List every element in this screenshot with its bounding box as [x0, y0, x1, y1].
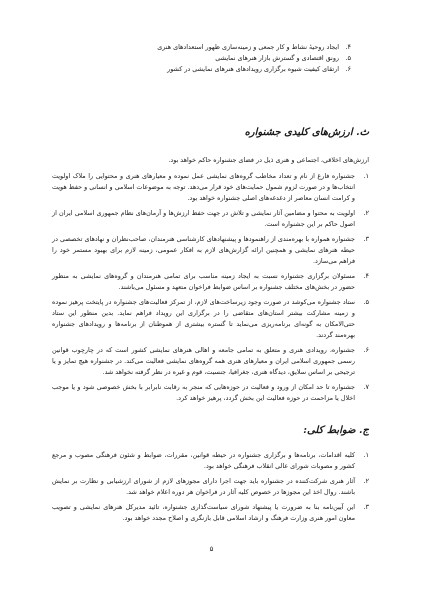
list-item-text: جشنواره، رویدادی هنری و متعلق به تمامی جامعه و اهالی هنرهای نمایشی کشور است که در چارچوب قوانین رسمی جمهوری اسلامی ایران و معیارهای هنری همه گروه‌های نمایشی فعالیت می‌کند. در جشنواره هیچ تمایز و یا ترجیحی بر اساس سلایق، دیدگاه هنری، جغرافیا، جنسیت، قوم و غیره در نظر گرفته نخواهد شد. [52, 346, 355, 376]
top-list [60, 42, 351, 75]
section-general-rules-body [52, 450, 369, 524]
list-item [52, 345, 369, 378]
list-item-text: ستاد جشنواره می‌کوشد در صورت وجود زیرساخت‌های لازم، از تمرکز فعالیت‌های جشنواره در پایتخت پرهیز نموده و زمینه مشارکت بیشتر استان‌های متقاضی را در برگزاری این رویداد فراهم نماید. بدین منظور این ستاد حتی‌الامکان به گونه‌ای برنامه‌ریزی می‌نماید تا گستره بیشتری از هموطنان از برنامه‌ها و رویدادهای جشنواره بهره‌مند گردند. [52, 298, 355, 339]
list-item [52, 271, 369, 293]
list-item [60, 64, 351, 75]
list-item [60, 53, 351, 64]
list-item [52, 450, 369, 472]
list-item-number: ۱. [363, 172, 369, 180]
list-item-number: ۲. [363, 477, 369, 485]
list-item-text: مسئولان برگزاری جشنواره نسبت به ایجاد زمینه مناسب برای تمامی هنرمندان و گروه‌های نمایشی به منظور حضور در بخش‌های مختلف جشنواره بر اساس ضوابط فراخوان متعهد و مسئول می‌باشند. [52, 272, 355, 291]
section-key-values-body [52, 155, 369, 404]
list-item-text: جشنواره تا حد امکان از ورود و فعالیت در حوزه‌هایی که منجر به رقابت نابرابر با بخش خصوصی شود و یا موجب اخلال یا مزاحمت در حوزه فعالیت این بخش گردد، پرهیز خواهد کرد. [52, 383, 355, 402]
list-item-text: جشنواره همواره با بهره‌مندی از راهنمودها و پیشنهادهای کارشناسی هنرمندان، صاحب‌نظران و نهادهای تخصصی در حیطه هنرهای نمایشی و همچنین ارائه گزارش‌های لازم به افکار عمومی، زمینه لازم برای بهبود مستمر خود را فراهم می‌سازد. [52, 235, 355, 265]
section-heading-general-rules: ج. ضوابط کلی: [303, 425, 369, 436]
list-item [52, 502, 369, 524]
list-item-text: این آیین‌نامه بنا به ضرورت یا پیشنهاد شورای سیاست‌گذاری جشنواره، تائید مدیرکل هنرهای نمایشی و تصویب معاون امور هنری وزارت فرهنگ و ارشاد اسلامی قابل بازنگری و اصلاح مجدد خواهد بود. [52, 503, 355, 522]
list-item-text: رونق اقتصادی و گسترش بازار هنرهای نمایشی [215, 54, 339, 62]
section-heading-key-values: ث. ارزش‌های کلیدی جشنواره [244, 127, 369, 138]
list-item-number: ۶. [363, 346, 369, 354]
list-item [52, 208, 369, 230]
list-item [52, 476, 369, 498]
list-item-number: ۶. [345, 65, 351, 73]
list-item [52, 171, 369, 204]
page-number: ۵ [209, 545, 214, 553]
list-item-text: جشنواره فارغ از نام و تعداد مخاطب گروه‌های نمایشی عمل نموده و معیارهای هنری و محتوایی را ملاک اولویت انتخاب‌ها و در صورت لزوم شمول حمایت‌های خود قرار می‌دهد. توجه به موضوعات اسلامی و انسانی و حفظ هویت و کرامت انسان معاصر از دغدغه‌های اصلی جشنواره خواهد بود. [52, 172, 355, 202]
list-item-number: ۴. [363, 272, 369, 280]
list-item-number: ۲. [363, 209, 369, 217]
list-item-text: اولویت به محتوا و مضامین آثار نمایشی و تلاش در جهت حفظ ارزش‌ها و آرمان‌های نظام جمهوری اسلامی ایران از اصول حاکم بر این جشنواره است. [52, 209, 355, 228]
list-item-number: ۱. [363, 451, 369, 459]
list-item-number: ۳. [363, 503, 369, 511]
list-item-number: ۴. [345, 43, 351, 51]
list-item-number: ۵. [345, 54, 351, 62]
list-item-text: آثار هنری شرکت‌کننده در جشنواره باید جهت اجرا دارای مجوزهای لازم از شورای ارزشیابی و نظارت بر نمایش باشند. روال اخذ این مجوزها در خصوص کلیه آثار در فراخوان هر دوره اعلام خواهد شد. [52, 477, 355, 496]
list-item-number: ۵. [363, 298, 369, 306]
list-item-text: ارتقای کیفیت شیوه برگزاری رویدادهای هنرهای نمایشی در کشور [167, 65, 339, 73]
list-item-number: ۳. [363, 235, 369, 243]
section-intro: ارزش‌های اخلاقی، اجتماعی و هنری ذیل در فضای جشنواره حاکم خواهد بود. [168, 156, 369, 164]
list-item-text: کلیه اقدامات، برنامه‌ها و برگزاری جشنواره در حیطه قوانین، مقررات، ضوابط و شئون فرهنگی مصوب و مرجع کشور و مصوبات شورای عالی انقلاب فرهنگی خواهد بود. [52, 451, 355, 470]
list-item [52, 297, 369, 341]
list-item-number: ۷. [363, 383, 369, 391]
list-item [52, 382, 369, 404]
list-item [60, 42, 351, 53]
list-item [52, 234, 369, 267]
list-item-text: ایجاد روحیهٔ نشاط و کار جمعی و زمینه‌سازی ظهور استعدادهای هنری [157, 43, 339, 51]
